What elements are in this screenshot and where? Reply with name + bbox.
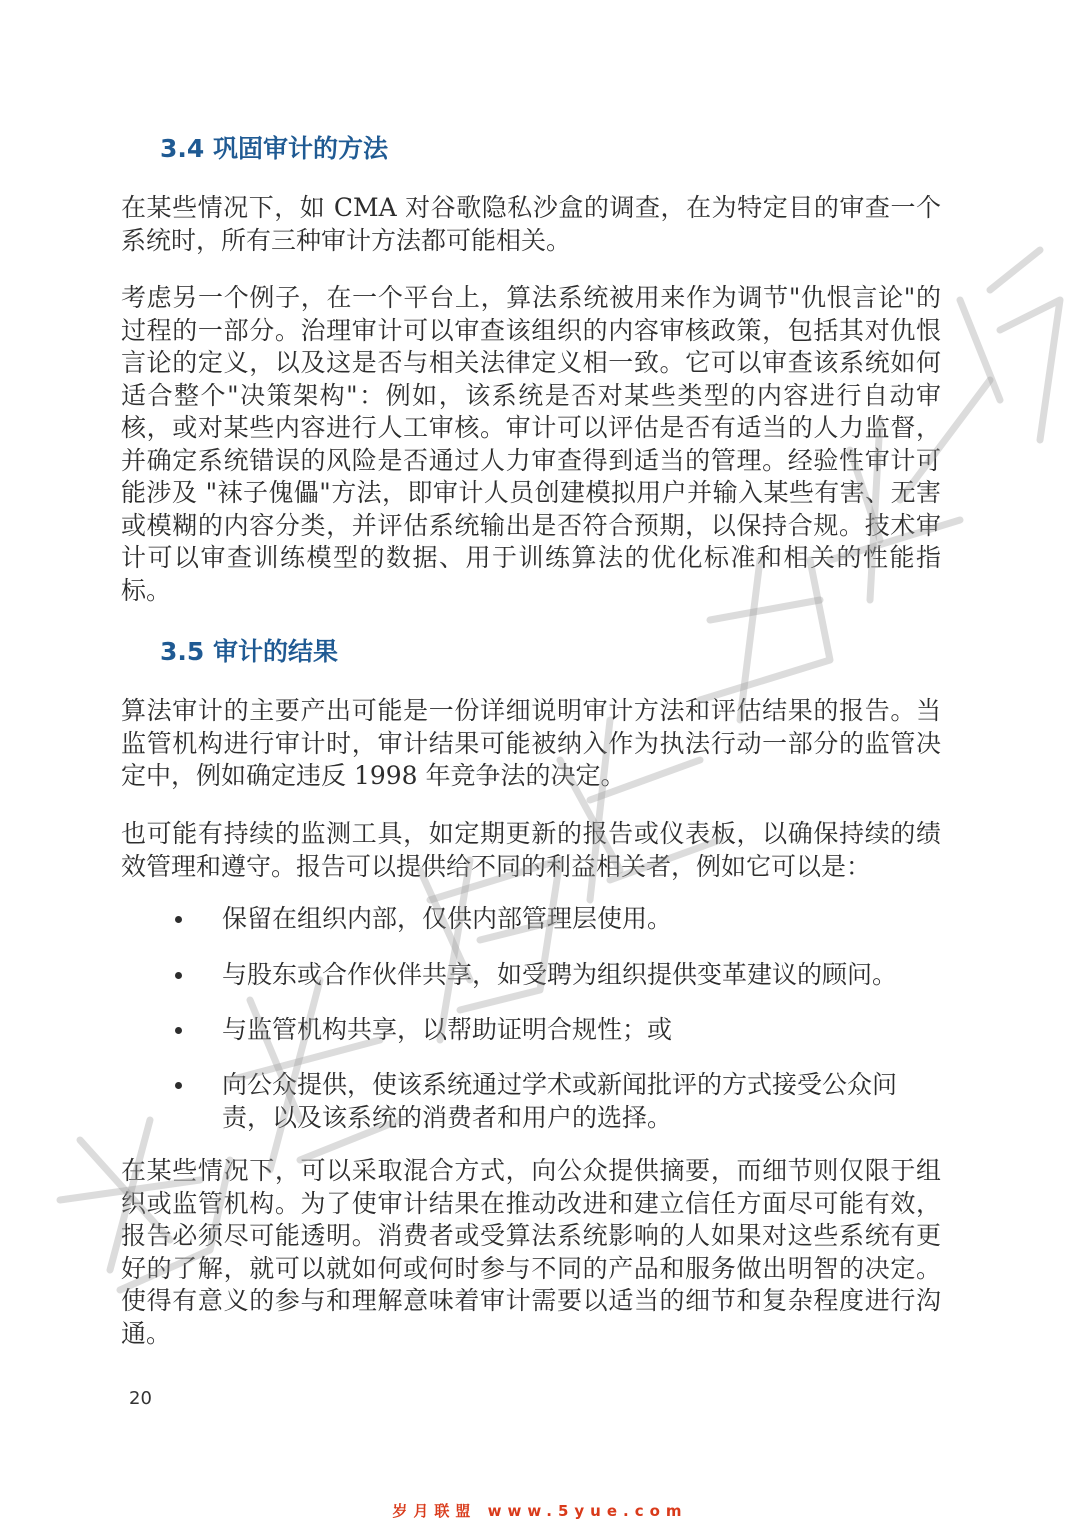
section-heading-3-4: 3.4 巩固审计的方法 bbox=[160, 134, 388, 163]
paragraph: 在某些情况下，可以采取混合方式，向公众提供摘要，而细节则仅限于组织或监管机构。为了使审计结果在推动改进和建立信任方面尽可能有效，报告必须尽可能透明。消费者或受算法系统影响的人如果对这些系统有更好的了解，就可以就如何或何时参与不同的产品和服务做出明智的决定。使得有意义的参与和理解意味着审计需要以适当的细节和复杂程度进行沟通。 bbox=[121, 1156, 941, 1348]
list-item-text: 保留在组织内部，仅供内部管理层使用。 bbox=[222, 904, 673, 933]
paragraph: 在某些情况下，如 CMA 对谷歌隐私沙盒的调查，在为特定目的审查一个系统时，所有三种审计方法都可能相关。 bbox=[121, 193, 941, 255]
page-number: 20 bbox=[129, 1388, 152, 1409]
list-item-text: 与监管机构共享，以帮助证明合规性；或 bbox=[222, 1015, 673, 1044]
bullet-icon bbox=[175, 1027, 182, 1034]
bullet-icon bbox=[175, 972, 182, 979]
list-item-text: 向公众提供，使该系统通过学术或新闻批评的方式接受公众问责，以及该系统的消费者和用户的选择。 bbox=[222, 1070, 898, 1132]
list-item-text: 与股东或合作伙伴共享，如受聘为组织提供变革建议的顾问。 bbox=[222, 960, 898, 989]
bullet-icon bbox=[175, 1082, 182, 1089]
section-heading-3-5: 3.5 审计的结果 bbox=[160, 637, 338, 666]
paragraph: 也可能有持续的监测工具，如定期更新的报告或仪表板，以确保持续的绩效管理和遵守。报告可以提供给不同的利益相关者，例如它可以是： bbox=[121, 819, 941, 881]
paragraph: 算法审计的主要产出可能是一份详细说明审计方法和评估结果的报告。当监管机构进行审计时，审计结果可能被纳入作为执法行动一部分的监管决定中，例如确定违反 1998 年竞争法的决定。 bbox=[121, 696, 941, 790]
bullet-icon bbox=[175, 916, 182, 923]
footer-watermark: 岁月联盟 www.5yue.com bbox=[392, 1502, 688, 1520]
paragraph: 考虑另一个例子，在一个平台上，算法系统被用来作为调节"仇恨言论"的过程的一部分。治理审计可以审查该组织的内容审核政策，包括其对仇恨言论的定义，以及这是否与相关法律定义相一致。它可以审查该系统如何适合整个"决策架构"：例如，该系统是否对某些类型的内容进行自动审核，或对某些内容进行人工审核。审计可以评估是否有适当的人力监督，并确定系统错误的风险是否通过人力审查得到适当的管理。经验性审计可能涉及 "袜子傀儡"方法，即审计人员创建模拟用户并输入某些有害、无害或模糊的内容分类，并评估系统输出是否符合预期，以保持合规。技术审计可以审查训练模型的数据、用于训练算法的优化标准和相关的性能指标。 bbox=[121, 283, 941, 605]
